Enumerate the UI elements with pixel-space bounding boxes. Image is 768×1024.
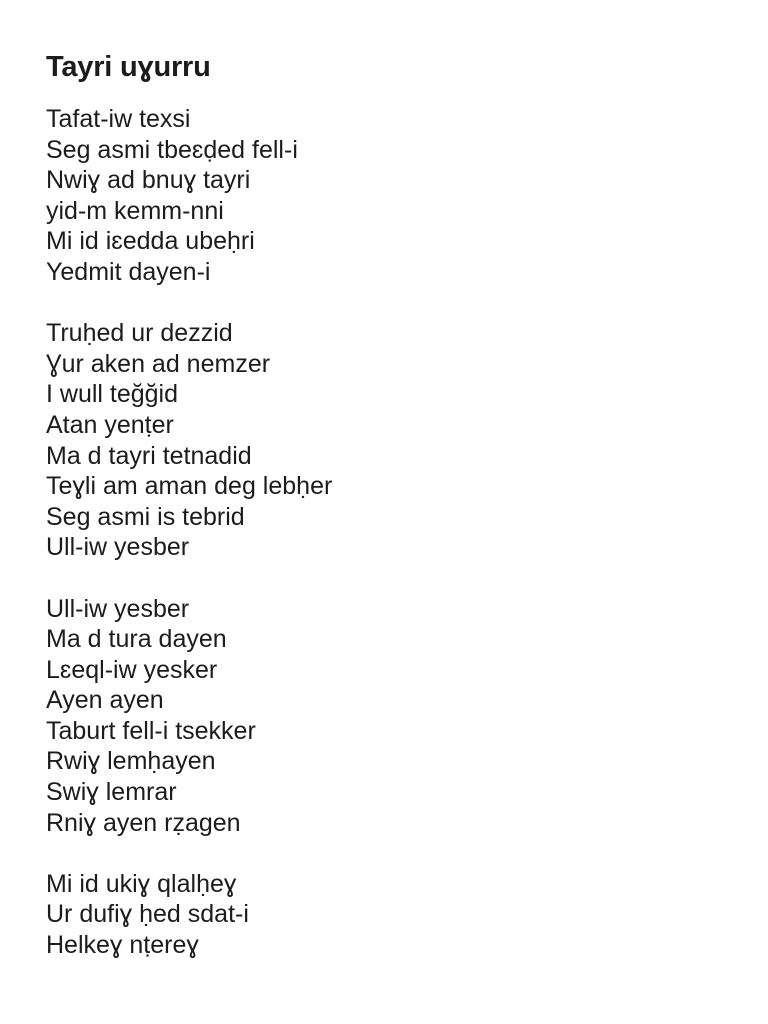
poem-line: Ur dufiɣ ḥed sdat-i <box>46 900 249 929</box>
poem-line: Ɣur aken ad nemzer <box>46 349 271 378</box>
poem-line: Yedmit dayen-i <box>46 257 211 286</box>
poem-line: Lɛeql-iw yesker <box>46 655 218 684</box>
stanza-3 <box>46 594 726 839</box>
poem-line: Ma d tayri tetnadid <box>46 441 252 470</box>
poem-line: I wull teğğid <box>46 380 179 409</box>
poem-line: Swiɣ lemrar <box>46 778 177 807</box>
poem-line: Tafat-iw texsi <box>46 105 191 133</box>
poem-line: Mi id iɛedda ubeḥri <box>46 227 255 256</box>
poem-line: Seg asmi tbeɛḍed fell-i <box>46 135 298 164</box>
stanza-2 <box>46 318 726 563</box>
poem-line: Ayen ayen <box>46 686 164 715</box>
stanza-1 <box>46 104 726 288</box>
poem-line: Nwiɣ ad bnuɣ tayri <box>46 166 251 195</box>
poem-title: Tayri uɣurru <box>46 51 211 83</box>
poem-line: Atan yenṭer <box>46 410 174 439</box>
poem-line: Mi id ukiɣ qlalḥeɣ <box>46 869 237 898</box>
poem-line: Ma d tura dayen <box>46 625 227 654</box>
stanza-4 <box>46 869 726 961</box>
poem-line: Rniɣ ayen rẓagen <box>46 808 241 837</box>
poem-line: Helkeɣ nṭereɣ <box>46 931 199 960</box>
poem-line: Teɣli am aman deg lebḥer <box>46 472 333 501</box>
poem-line: Ull-iw yesber <box>46 533 190 562</box>
poem-line: Ull-iw yesber <box>46 594 190 623</box>
poem-line: Rwiɣ lemḥayen <box>46 747 216 776</box>
poem-line: Taburt fell-i tsekker <box>46 716 256 745</box>
poem-page <box>46 46 726 961</box>
poem-line: yid-m kemm-nni <box>46 196 224 225</box>
poem-line: Seg asmi is tebrid <box>46 502 245 531</box>
poem-line: Truḥed ur dezzid <box>46 319 233 348</box>
